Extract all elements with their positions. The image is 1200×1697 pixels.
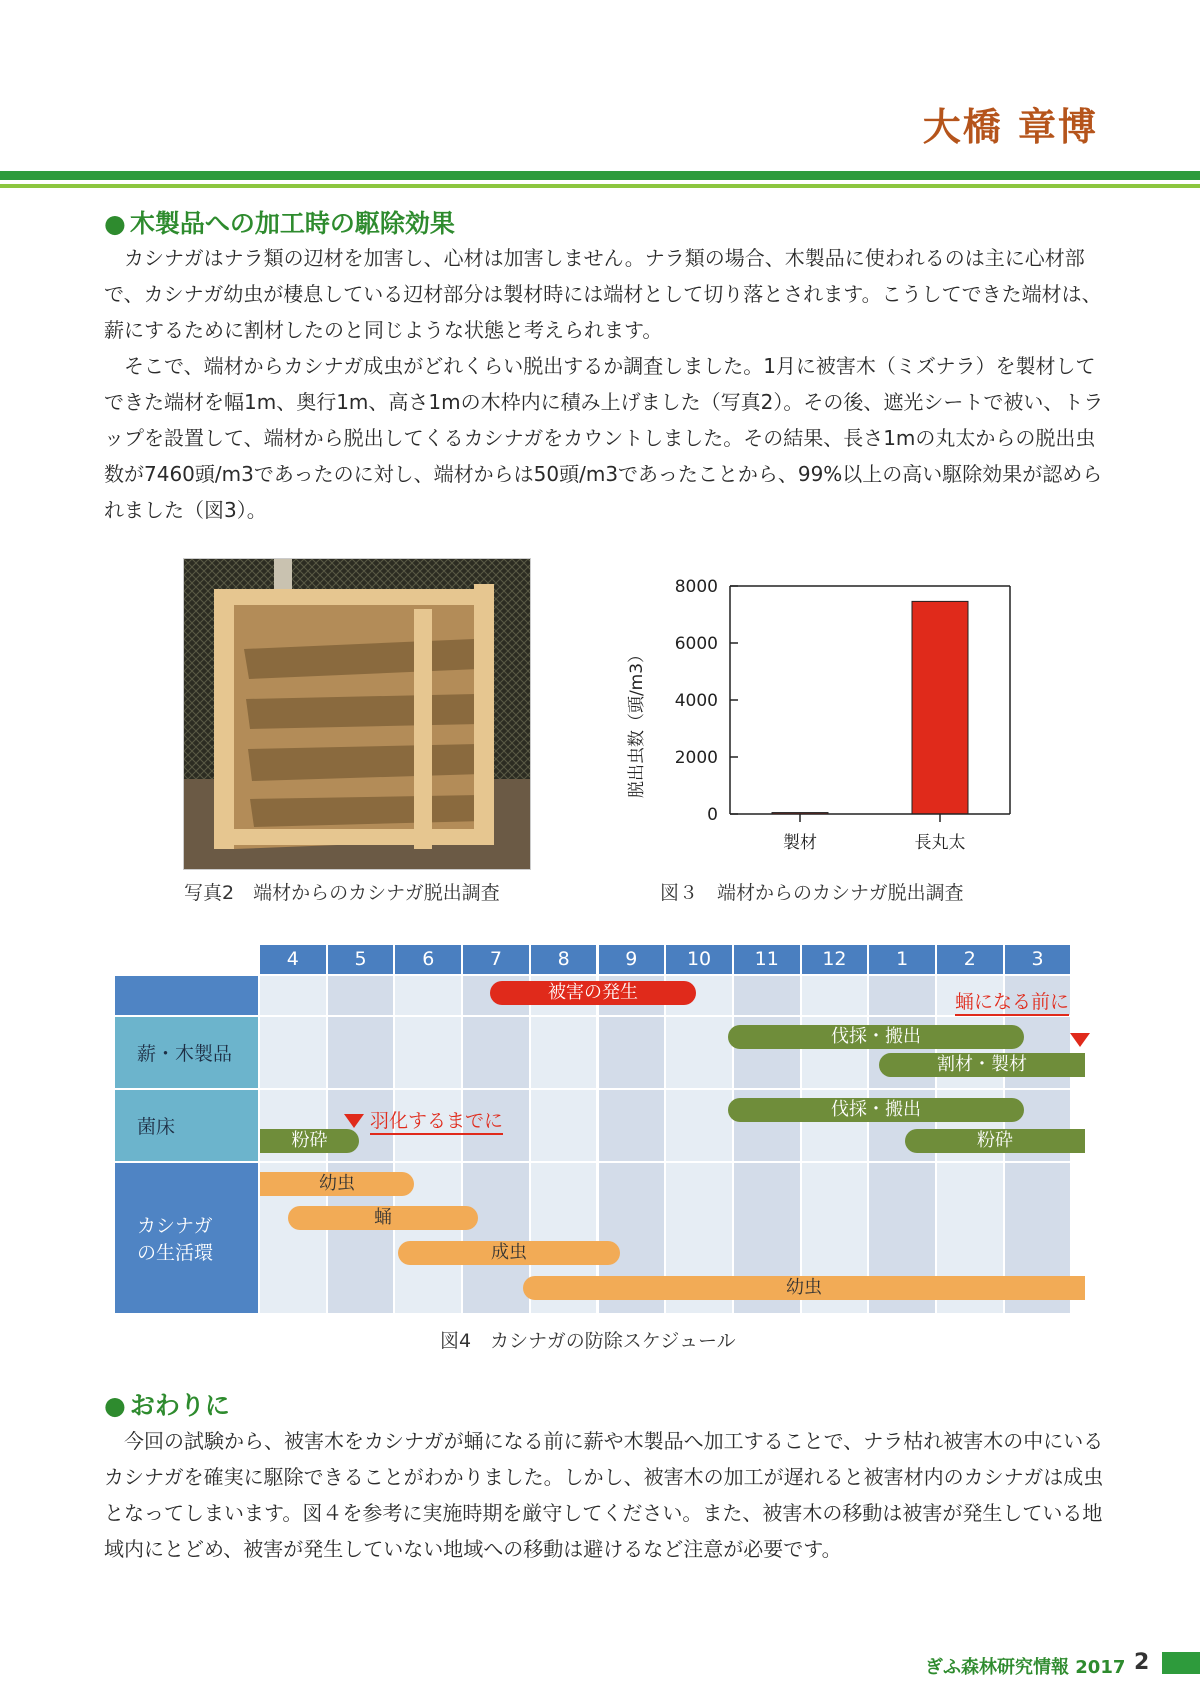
fig3-caption: 図３ 端材からのカシナガ脱出調査 bbox=[660, 882, 964, 904]
bar-damage: 被害の発生 bbox=[490, 981, 696, 1005]
header-rule bbox=[0, 171, 1200, 180]
bar-mushroom-crush-spring: 粉砕 bbox=[260, 1129, 359, 1153]
y-tick-label: 4000 bbox=[674, 691, 718, 711]
y-tick-label: 0 bbox=[707, 805, 718, 825]
bar-firewood-split: 割材・製材 bbox=[879, 1053, 1085, 1077]
row-divider bbox=[115, 1015, 1085, 1017]
month-header: 8 bbox=[531, 945, 597, 974]
author-name: 大橋 章博 bbox=[922, 105, 1098, 149]
page-number: 2 bbox=[1134, 1650, 1150, 1675]
label-before-pupa: 蛹になる前に bbox=[955, 990, 1069, 1016]
publication-name: ぎふ森林研究情報 2017 bbox=[925, 1657, 1126, 1678]
label-before-emerge: 羽化するまでに bbox=[370, 1109, 503, 1135]
photo-wood-crate bbox=[183, 558, 531, 870]
month-header: 5 bbox=[328, 945, 394, 974]
x-category-label: 長丸太 bbox=[914, 833, 966, 853]
month-header: 2 bbox=[937, 945, 1003, 974]
bar-pupa: 蛹 bbox=[288, 1206, 478, 1230]
month-header: 4 bbox=[260, 945, 326, 974]
photo2-caption: 写真2 端材からのカシナガ脱出調査 bbox=[184, 882, 500, 904]
section-heading-text: 木製品への加工時の駆除効果 bbox=[129, 209, 455, 238]
month-header: 3 bbox=[1005, 945, 1071, 974]
paragraph-intro: カシナガはナラ類の辺材を加害し、心材は加害しません。ナラ類の場合、木製品に使われるのは主に心材部で、カシナガ幼虫が棲息している辺材部分は製材時には端材として切り落とされます。こうしてできた端材は、薪にするために割材したのと同じような状態と考えられます。 bbox=[104, 246, 1102, 342]
month-header: 1 bbox=[869, 945, 935, 974]
section-heading-conclusion: ● おわりに bbox=[104, 1391, 230, 1420]
row-header-blank bbox=[115, 976, 258, 1015]
paragraph-survey: そこで、端材からカシナガ成虫がどれくらい脱出するか調査しました。1月に被害木（ミズナラ）を製材してできた端材を幅1m、奥行1m、高さ1mの木枠内に積み上げました（写真2）。その後、遮光シートで被い、トラップを設置して、端材から脱出してくるカシナガをカウントしました。その結果、長さ1mの丸太からの脱出虫数が7460頭/m3であったのに対し、端材からは50頭/m3であったことから、99%以上の高い駆除効果が認められました（図3）。 bbox=[104, 354, 1104, 522]
fig4-schedule bbox=[115, 945, 1085, 1313]
bar-1 bbox=[912, 601, 968, 814]
paragraph-conclusion: 今回の試験から、被害木をカシナガが蛹になる前に薪や木製品へ加工することで、ナラ枯れ被害木の中にいるカシナガを確実に駆除できることがわかりました。しかし、被害木の加工が遅れると被害材内のカシナガは成虫となってしまいます。図４を参考に実施時期を厳守してください。また、被害木の移動は被害が発生している地域内にとどめ、被害が発生していない地域への移動は避けるなど注意が必要です。 bbox=[104, 1429, 1104, 1561]
month-column bbox=[666, 976, 732, 1313]
y-tick-label: 8000 bbox=[674, 577, 718, 597]
row-label-mushroom-bed: 菌床 bbox=[115, 1090, 258, 1161]
bar-mushroom-crush-winter: 粉砕 bbox=[905, 1129, 1085, 1153]
bar-larva-spring: 幼虫 bbox=[260, 1172, 414, 1196]
month-header: 9 bbox=[599, 945, 665, 974]
row-divider bbox=[115, 1088, 1085, 1090]
month-header: 6 bbox=[395, 945, 461, 974]
month-header: 11 bbox=[734, 945, 800, 974]
deadline-marker-firewood bbox=[1070, 1033, 1090, 1047]
x-category-label: 製材 bbox=[783, 833, 817, 853]
section-heading-text: おわりに bbox=[129, 1391, 230, 1420]
fig4-caption: 図4 カシナガの防除スケジュール bbox=[440, 1330, 736, 1352]
y-tick-label: 2000 bbox=[674, 748, 718, 768]
row-label-firewood: 薪・木製品 bbox=[115, 1017, 258, 1088]
month-header: 12 bbox=[802, 945, 868, 974]
header-rule-thin bbox=[0, 184, 1200, 188]
row-divider bbox=[115, 1161, 1085, 1163]
bar-larva-autumn: 幼虫 bbox=[523, 1276, 1085, 1300]
bar-mushroom-harvest: 伐採・搬出 bbox=[728, 1098, 1024, 1122]
bar-firewood-harvest: 伐採・搬出 bbox=[728, 1025, 1024, 1049]
section-heading-processing: ● 木製品への加工時の駆除効果 bbox=[104, 209, 455, 238]
y-axis-label: 脱出虫数（頭/m3） bbox=[627, 645, 647, 799]
y-tick-label: 6000 bbox=[674, 634, 718, 654]
deadline-marker-mushroom bbox=[344, 1114, 364, 1128]
footer-accent bbox=[1162, 1652, 1200, 1674]
bar-adult: 成虫 bbox=[398, 1241, 620, 1265]
month-header: 7 bbox=[463, 945, 529, 974]
month-header: 10 bbox=[666, 945, 732, 974]
fig3-bar-chart bbox=[620, 572, 1020, 862]
row-label-lifecycle: カシナガ の生活環 bbox=[115, 1163, 258, 1313]
